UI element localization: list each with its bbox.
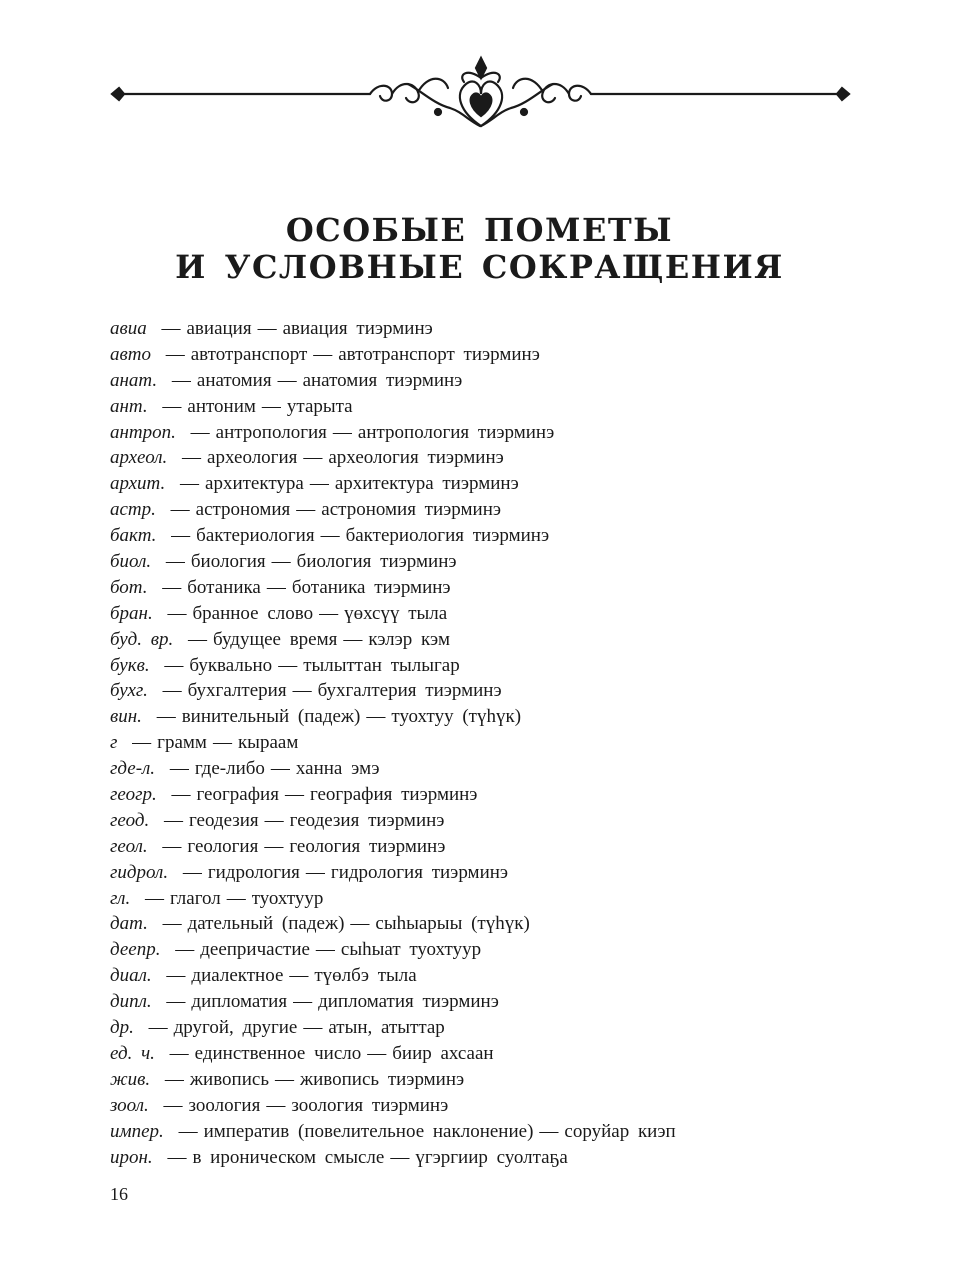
em-dash: — <box>257 318 277 339</box>
entry-abbreviation: астр. <box>110 499 156 521</box>
em-dash: — <box>303 447 323 469</box>
entry-sakha-meaning: архитектура тиэрминэ <box>334 473 519 495</box>
entry-sakha-meaning: астрономия тиэрминэ <box>321 499 502 521</box>
list-item <box>110 1015 870 1041</box>
list-item <box>110 886 870 912</box>
list-item <box>110 756 870 782</box>
em-dash: — <box>165 343 185 365</box>
em-dash: — <box>367 1042 387 1064</box>
entry-sakha-meaning: дипломатия тиэрминэ <box>318 991 499 1013</box>
em-dash: — <box>277 369 297 391</box>
em-dash: — <box>303 1017 323 1039</box>
em-dash: — <box>320 525 340 547</box>
page-title <box>0 212 959 286</box>
entry-abbreviation: ирон. <box>110 1146 153 1168</box>
entry-russian-meaning: география <box>196 784 279 806</box>
entry-sakha-meaning: автотранспорт тиэрминэ <box>338 343 540 365</box>
entry-abbreviation: букв. <box>110 654 150 676</box>
entry-sakha-meaning: атын, атыттар <box>328 1017 445 1039</box>
em-dash: — <box>332 421 352 443</box>
em-dash: — <box>180 473 200 495</box>
list-item <box>110 1093 870 1119</box>
entry-abbreviation: жив. <box>110 1068 151 1090</box>
em-dash: — <box>171 369 191 391</box>
list-item <box>110 730 870 756</box>
em-dash: — <box>264 835 284 857</box>
entry-sakha-meaning: утарыта <box>286 395 353 417</box>
em-dash: — <box>350 913 370 935</box>
entry-sakha-meaning: анатомия тиэрминэ <box>302 369 463 391</box>
entry-russian-meaning: будущее время <box>213 628 338 650</box>
em-dash: — <box>343 628 363 650</box>
entry-russian-meaning: ботаника <box>187 576 261 598</box>
abbreviation-list <box>110 316 870 1170</box>
entry-sakha-meaning: живопись тиэрминэ <box>300 1068 465 1090</box>
entry-russian-meaning: астрономия <box>195 499 291 521</box>
em-dash: — <box>171 784 191 806</box>
list-item <box>110 342 870 368</box>
entry-sakha-meaning: туохтуу (түһүк) <box>391 706 522 728</box>
em-dash: — <box>190 421 210 443</box>
entry-abbreviation: бран. <box>110 602 153 624</box>
list-item <box>110 834 870 860</box>
list-item <box>110 1119 870 1145</box>
em-dash: — <box>167 602 187 624</box>
entry-sakha-meaning: биология тиэрминэ <box>296 551 457 573</box>
em-dash: — <box>171 525 191 547</box>
list-item <box>110 575 870 601</box>
entry-sakha-meaning: зоология тиэрминэ <box>291 1094 449 1116</box>
list-item <box>110 704 870 730</box>
entry-sakha-meaning: сыһыарыы (түһүк) <box>375 913 530 935</box>
em-dash: — <box>309 473 329 495</box>
list-item <box>110 523 870 549</box>
em-dash: — <box>182 447 202 469</box>
entry-russian-meaning: диалектное <box>191 965 284 987</box>
entry-abbreviation: бухг. <box>110 680 148 702</box>
list-item <box>110 601 870 627</box>
entry-sakha-meaning: үөхсүү тыла <box>344 602 448 624</box>
em-dash: — <box>132 732 152 754</box>
em-dash: — <box>266 576 286 598</box>
entry-abbreviation: авто <box>110 343 151 365</box>
entry-sakha-meaning: туохтуур <box>251 887 324 909</box>
em-dash: — <box>226 887 246 909</box>
em-dash: — <box>175 939 195 961</box>
em-dash: — <box>161 318 181 339</box>
title-line-1: ОСОБЫЕ ПОМЕТЫ <box>285 211 674 249</box>
em-dash: — <box>162 680 182 702</box>
entry-russian-meaning: дательный (падеж) <box>187 913 345 935</box>
entry-russian-meaning: анатомия <box>196 369 272 391</box>
em-dash: — <box>319 602 339 624</box>
em-dash: — <box>266 1094 286 1116</box>
page-number: 16 <box>110 1184 128 1204</box>
entry-sakha-meaning: соруйар киэп <box>564 1120 676 1142</box>
em-dash: — <box>166 991 186 1013</box>
entry-abbreviation: археол. <box>110 447 168 469</box>
em-dash: — <box>539 1120 559 1142</box>
entry-abbreviation: дипл. <box>110 991 152 1013</box>
entry-abbreviation: авиа <box>110 318 147 339</box>
entry-sakha-meaning: бактериология тиэрминэ <box>345 525 550 547</box>
entry-abbreviation: вин. <box>110 706 142 728</box>
entry-russian-meaning: императив (повелительное наклонение) <box>203 1120 534 1142</box>
title-line-2: И УСЛОВНЫЕ СОКРАЩЕНИЯ <box>175 248 784 286</box>
em-dash: — <box>167 1146 187 1168</box>
entry-abbreviation: где-л. <box>110 758 156 780</box>
entry-sakha-meaning: ханна эмэ <box>295 758 380 780</box>
em-dash: — <box>162 835 182 857</box>
list-item <box>110 316 870 342</box>
list-item <box>110 627 870 653</box>
list-item <box>110 445 870 471</box>
entry-abbreviation: буд. вр. <box>110 628 174 650</box>
list-item <box>110 497 870 523</box>
list-item <box>110 1067 870 1093</box>
em-dash: — <box>178 1120 198 1142</box>
em-dash: — <box>315 939 335 961</box>
em-dash: — <box>366 706 386 728</box>
decorative-ornament <box>108 54 853 134</box>
em-dash: — <box>188 628 208 650</box>
em-dash: — <box>164 1068 184 1090</box>
entry-abbreviation: антроп. <box>110 421 176 443</box>
entry-abbreviation: бакт. <box>110 525 157 547</box>
em-dash: — <box>296 499 316 521</box>
entry-russian-meaning: археология <box>207 447 298 469</box>
list-item <box>110 860 870 886</box>
entry-abbreviation: диал. <box>110 965 152 987</box>
em-dash: — <box>163 809 183 831</box>
entry-russian-meaning: другой, другие <box>173 1017 298 1039</box>
list-item <box>110 653 870 679</box>
em-dash: — <box>162 913 182 935</box>
entry-sakha-meaning: геодезия тиэрминэ <box>289 809 445 831</box>
entry-russian-meaning: дипломатия <box>191 991 288 1013</box>
list-item <box>110 989 870 1015</box>
entry-abbreviation: бот. <box>110 576 148 598</box>
entry-abbreviation: г <box>110 732 118 754</box>
entry-sakha-meaning: антропология тиэрминэ <box>357 421 555 443</box>
list-item <box>110 471 870 497</box>
em-dash: — <box>212 732 232 754</box>
entry-russian-meaning: зоология <box>188 1094 261 1116</box>
em-dash: — <box>182 861 202 883</box>
entry-abbreviation: гидрол. <box>110 861 169 883</box>
entry-russian-meaning: где-либо <box>194 758 265 780</box>
list-item <box>110 782 870 808</box>
entry-russian-meaning: архитектура <box>205 473 304 495</box>
entry-abbreviation: импер. <box>110 1120 164 1142</box>
entry-abbreviation: гл. <box>110 887 131 909</box>
entry-abbreviation: геод. <box>110 809 150 831</box>
entry-russian-meaning: авиация <box>186 318 252 339</box>
entry-russian-meaning: автотранспорт <box>190 343 308 365</box>
em-dash: — <box>144 887 164 909</box>
entry-sakha-meaning: тылыттан тылыгар <box>303 654 460 676</box>
entry-abbreviation: зоол. <box>110 1094 149 1116</box>
em-dash: — <box>169 1042 189 1064</box>
list-item <box>110 963 870 989</box>
em-dash: — <box>170 499 190 521</box>
entry-abbreviation: геол. <box>110 835 148 857</box>
entry-sakha-meaning: география тиэрминэ <box>309 784 478 806</box>
entry-russian-meaning: антропология <box>215 421 327 443</box>
entry-russian-meaning: живопись <box>189 1068 269 1090</box>
entry-abbreviation: дат. <box>110 913 148 935</box>
list-item <box>110 394 870 420</box>
entry-abbreviation: биол. <box>110 551 152 573</box>
entry-sakha-meaning: сыһыат туохтуур <box>340 939 482 961</box>
entry-russian-meaning: деепричастие <box>200 939 310 961</box>
entry-russian-meaning: гидрология <box>207 861 300 883</box>
em-dash: — <box>156 706 176 728</box>
list-item <box>110 808 870 834</box>
em-dash: — <box>305 861 325 883</box>
em-dash: — <box>270 758 290 780</box>
entry-abbreviation: анат. <box>110 369 158 391</box>
em-dash: — <box>261 395 281 417</box>
entry-russian-meaning: буквально <box>189 654 273 676</box>
em-dash: — <box>169 758 189 780</box>
entry-russian-meaning: антоним <box>187 395 256 417</box>
entry-sakha-meaning: кэлэр кэм <box>368 628 451 650</box>
em-dash: — <box>292 680 312 702</box>
entry-sakha-meaning: археология тиэрминэ <box>328 447 504 469</box>
entry-abbreviation: ед. ч. <box>110 1042 155 1064</box>
em-dash: — <box>166 965 186 987</box>
em-dash: — <box>148 1017 168 1039</box>
entry-sakha-meaning: бухгалтерия тиэрминэ <box>317 680 502 702</box>
entry-russian-meaning: бранное слово <box>192 602 314 624</box>
entry-sakha-meaning: авиация тиэрминэ <box>282 318 433 339</box>
em-dash: — <box>278 654 298 676</box>
list-item <box>110 420 870 446</box>
entry-sakha-meaning: геология тиэрминэ <box>289 835 446 857</box>
em-dash: — <box>293 991 313 1013</box>
entry-sakha-meaning: биир ахсаан <box>392 1042 494 1064</box>
entry-russian-meaning: грамм <box>157 732 207 754</box>
entry-sakha-meaning: гидрология тиэрминэ <box>330 861 509 883</box>
list-item <box>110 368 870 394</box>
em-dash: — <box>313 343 333 365</box>
entry-sakha-meaning: кыраам <box>237 732 299 754</box>
entry-russian-meaning: в ироническом смысле <box>192 1146 385 1168</box>
entry-abbreviation: геогр. <box>110 784 157 806</box>
em-dash: — <box>163 1094 183 1116</box>
entry-sakha-meaning: түөлбэ тыла <box>314 965 417 987</box>
em-dash: — <box>390 1146 410 1168</box>
entry-russian-meaning: геология <box>187 835 259 857</box>
entry-sakha-meaning: үгэргиир суолтаҕа <box>415 1146 568 1168</box>
entry-russian-meaning: биология <box>190 551 266 573</box>
entry-russian-meaning: бактериология <box>196 525 315 547</box>
list-item <box>110 1145 870 1171</box>
entry-russian-meaning: глагол <box>169 887 221 909</box>
entry-sakha-meaning: ботаника тиэрминэ <box>291 576 451 598</box>
entry-abbreviation: ант. <box>110 395 148 417</box>
em-dash: — <box>284 784 304 806</box>
em-dash: — <box>164 654 184 676</box>
entry-russian-meaning: бухгалтерия <box>187 680 287 702</box>
list-item <box>110 549 870 575</box>
list-item <box>110 1041 870 1067</box>
em-dash: — <box>289 965 309 987</box>
entry-abbreviation: др. <box>110 1017 134 1039</box>
entry-abbreviation: архит. <box>110 473 166 495</box>
entry-russian-meaning: винительный (падеж) <box>181 706 361 728</box>
em-dash: — <box>264 809 284 831</box>
entry-russian-meaning: единственное число <box>194 1042 362 1064</box>
entry-abbreviation: деепр. <box>110 939 161 961</box>
em-dash: — <box>271 551 291 573</box>
em-dash: — <box>275 1068 294 1090</box>
list-item <box>110 911 870 937</box>
list-item <box>110 678 870 704</box>
list-item <box>110 937 870 963</box>
em-dash: — <box>165 551 185 573</box>
em-dash: — <box>162 576 182 598</box>
entry-russian-meaning: геодезия <box>188 809 259 831</box>
em-dash: — <box>162 395 182 417</box>
